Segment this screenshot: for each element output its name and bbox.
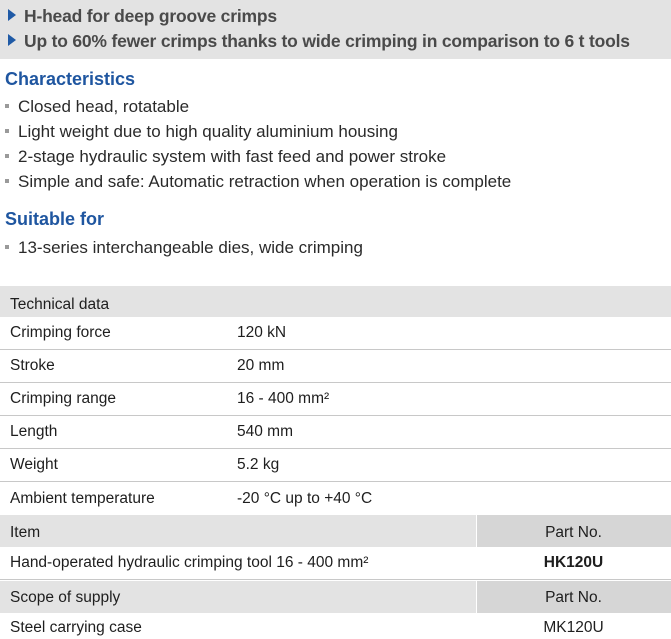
item-header (0, 515, 671, 547)
highlight-text: H-head for deep groove crimps (24, 6, 277, 26)
scope-header-label: Scope of supply (10, 589, 121, 606)
triangle-bullet-icon (8, 34, 16, 46)
characteristic-item (5, 172, 511, 192)
spec-label: Stroke (10, 357, 55, 374)
part-no-header: Part No. (545, 589, 602, 606)
square-bullet-icon (5, 179, 9, 183)
spec-label: Crimping range (10, 390, 116, 407)
suitable-item (5, 238, 363, 258)
square-bullet-icon (5, 154, 9, 158)
item-header-label: Item (10, 524, 41, 541)
characteristics-heading: Characteristics (5, 69, 136, 89)
spec-value: 20 mm (237, 357, 285, 374)
suitable-for-heading: Suitable for (5, 209, 105, 229)
table-row (0, 547, 671, 580)
spec-value: 120 kN (237, 324, 287, 341)
characteristic-text: Simple and safe: Automatic retraction when operation is complete (18, 172, 512, 191)
highlight-item (8, 6, 277, 28)
square-bullet-icon (5, 104, 9, 108)
square-bullet-icon (5, 245, 9, 249)
table-row (0, 449, 671, 482)
spec-label: Length (10, 423, 58, 440)
scope-header (0, 581, 671, 613)
item-description: Hand-operated hydraulic crimping tool 16 - 400 mm² (10, 554, 369, 571)
table-row (0, 350, 671, 383)
table-row (0, 317, 671, 350)
spec-label: Weight (10, 456, 58, 473)
technical-data-title: Technical data (10, 296, 110, 313)
spec-label: Ambient temperature (10, 490, 155, 507)
part-number: HK120U (543, 554, 604, 571)
triangle-bullet-icon (8, 9, 16, 21)
highlight-text: Up to 60% fewer crimps thanks to wide crimping in comparison to 6 t tools (24, 31, 630, 51)
table-row (0, 613, 671, 639)
table-row (0, 416, 671, 449)
characteristic-item (5, 97, 189, 117)
table-row (0, 482, 671, 515)
characteristic-text: Light weight due to high quality aluminium housing (18, 122, 398, 141)
spec-label: Crimping force (10, 324, 111, 341)
part-no-header: Part No. (545, 524, 602, 541)
square-bullet-icon (5, 129, 9, 133)
highlights-box (0, 0, 671, 59)
highlight-item (8, 31, 630, 53)
characteristic-item (5, 147, 446, 167)
technical-data-header (0, 286, 671, 317)
characteristic-text: 2-stage hydraulic system with fast feed and power stroke (18, 147, 447, 166)
characteristic-item (5, 122, 398, 142)
spec-value: 16 - 400 mm² (237, 390, 330, 407)
part-number: MK120U (543, 619, 604, 636)
spec-value: 5.2 kg (237, 456, 280, 473)
scope-item: Steel carrying case (10, 619, 142, 636)
spec-value: 540 mm (237, 423, 293, 440)
spec-value: -20 °C up to +40 °C (237, 490, 373, 507)
suitable-text: 13-series interchangeable dies, wide crimping (18, 238, 363, 257)
characteristic-text: Closed head, rotatable (18, 97, 190, 116)
table-row (0, 383, 671, 416)
